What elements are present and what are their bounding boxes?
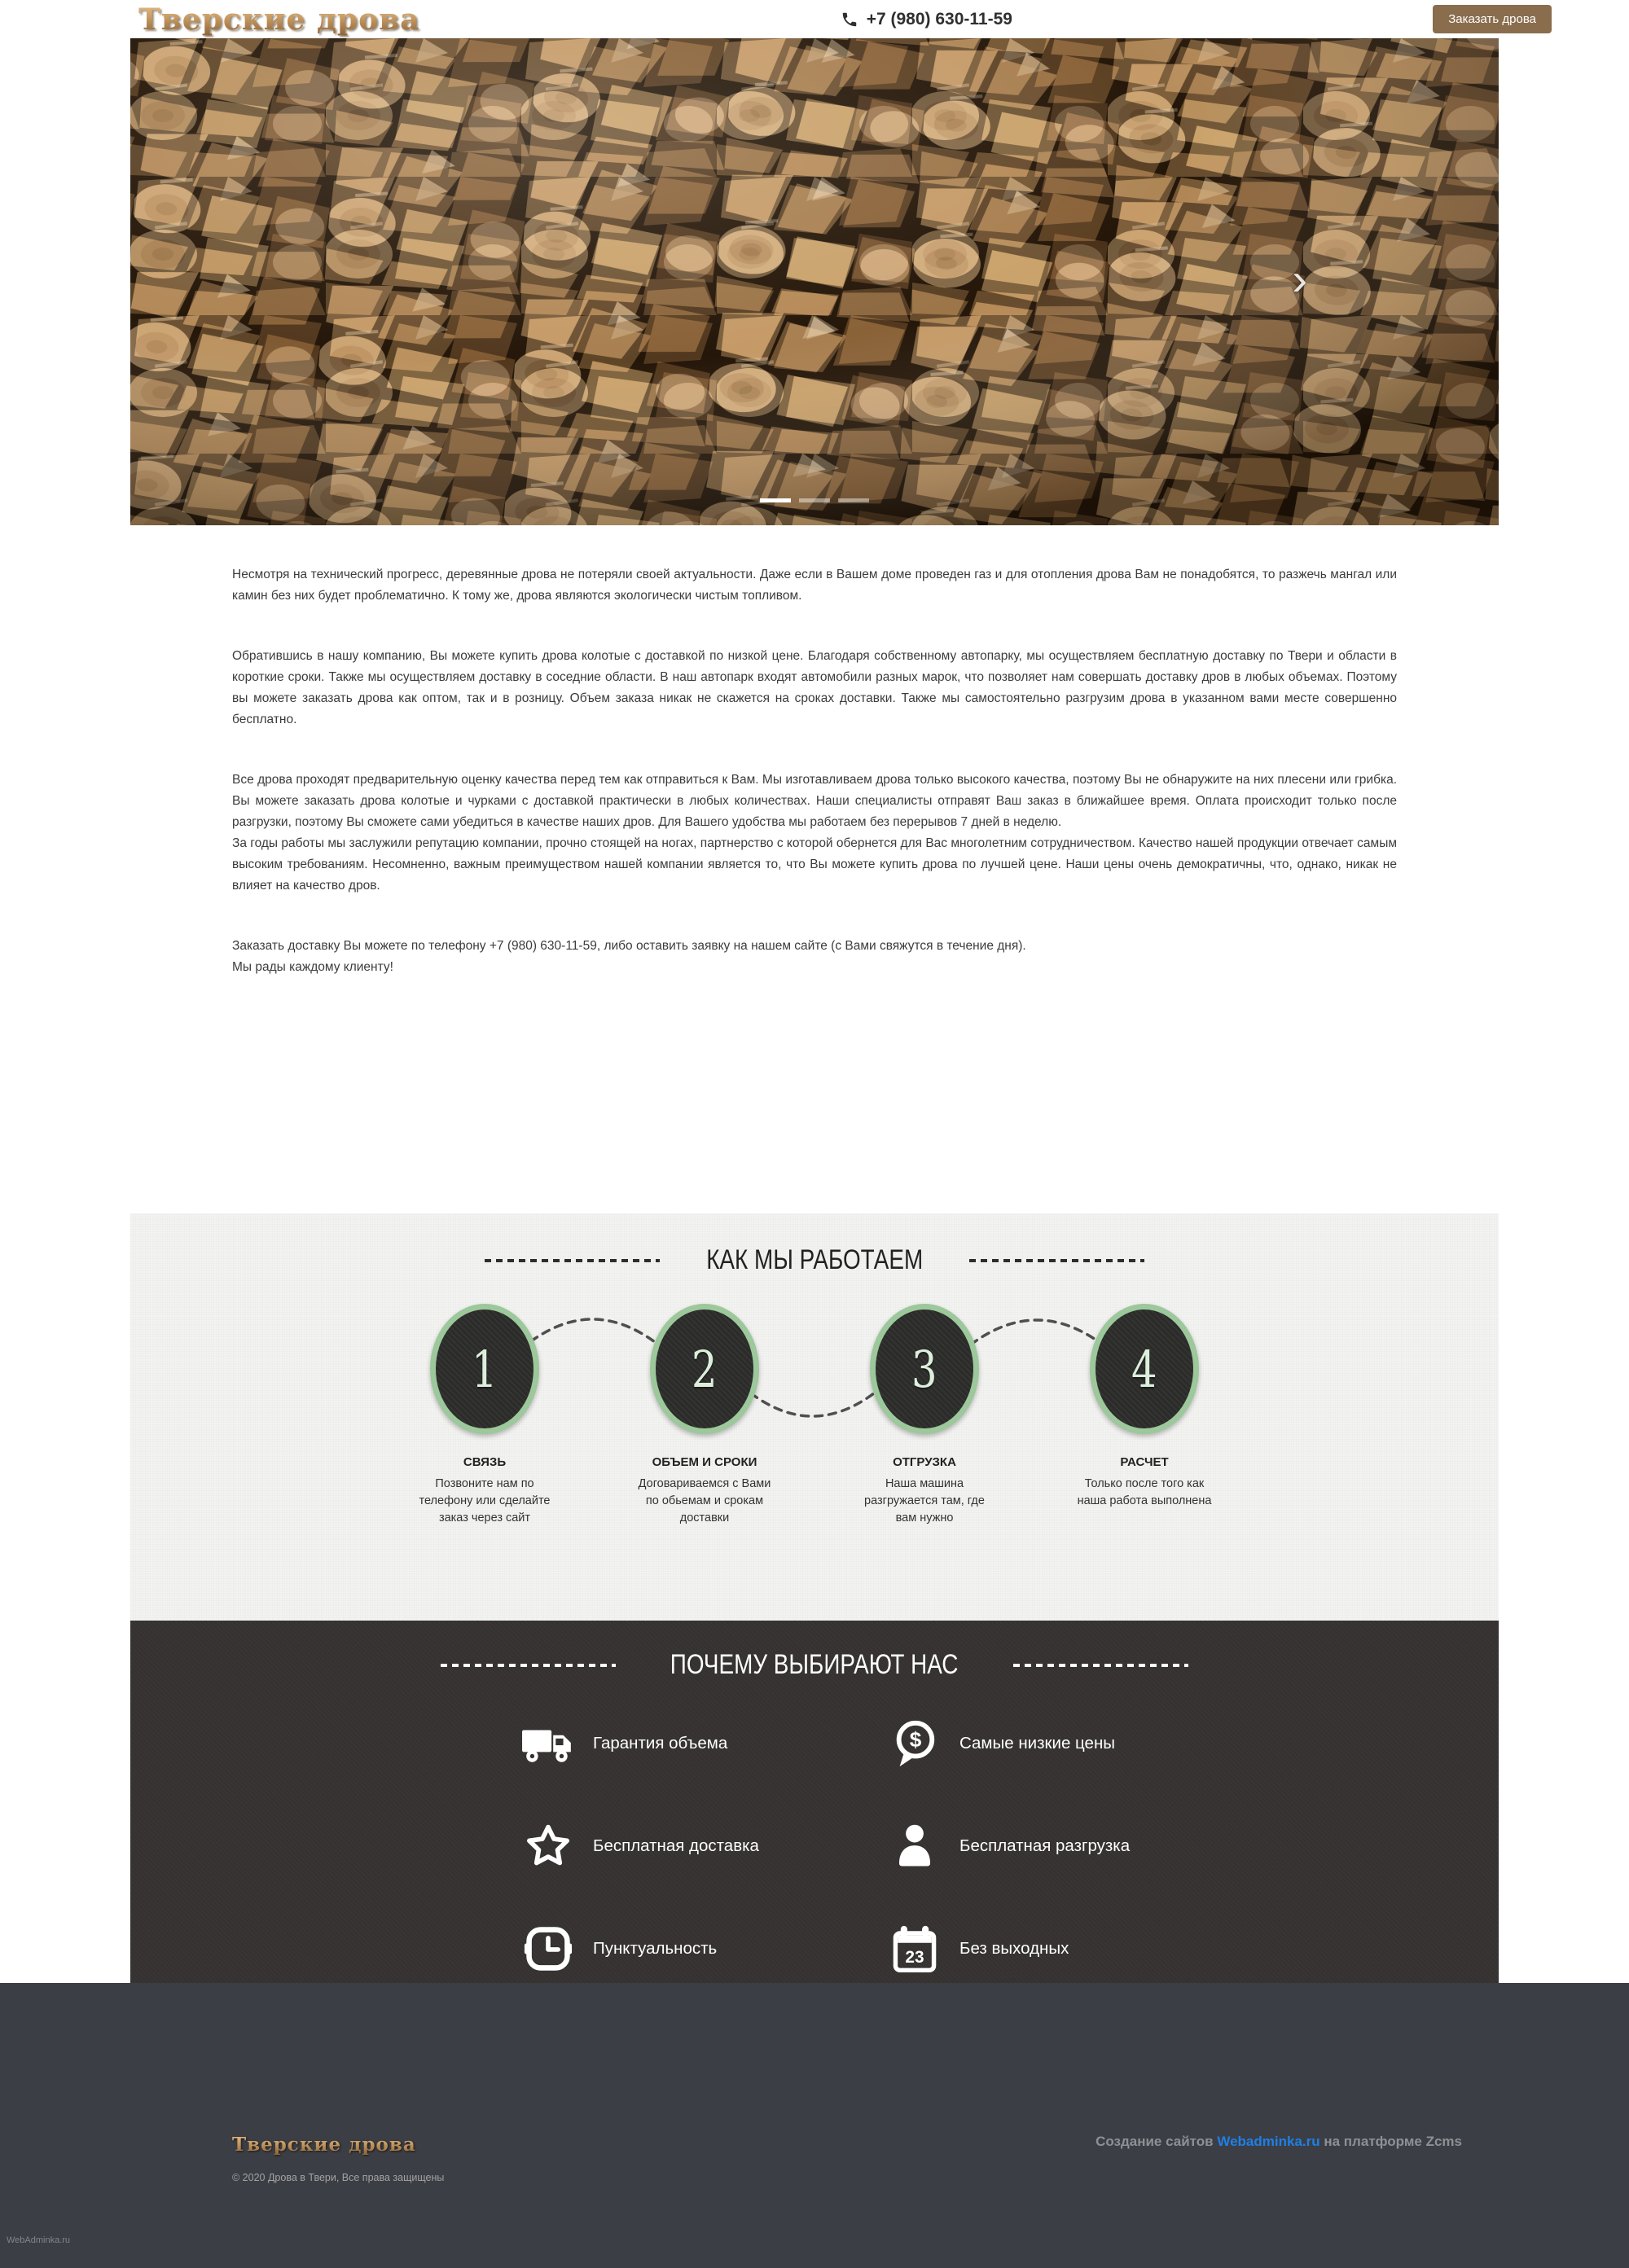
- credits-suffix: на платформе Zcms: [1319, 2134, 1462, 2149]
- intro-paragraph: Заказать доставку Вы можете по телефону +7 (980) 630-11-59, либо оставить заявку на нашем сайте (с Вами свяжутся в течение дня).: [232, 939, 1026, 953]
- step-description: Наша машина разгружается там, где вам нужно: [864, 1477, 985, 1524]
- footer-logo: Тверские дрова: [232, 2134, 444, 2156]
- slide-dot[interactable]: [838, 498, 869, 502]
- feature-item: [521, 1922, 888, 1976]
- hero-carousel: [130, 38, 1499, 525]
- intro-paragraph: Мы рады каждому клиенту!: [232, 960, 393, 974]
- why-choose-us-section: [130, 1621, 1499, 1983]
- step-number: 1: [472, 1339, 498, 1399]
- intro-paragraph: За годы работы мы заслужили репутацию компании, прочно стоящей на ногах, партнерство с которой обернется для Вас многолетним сотрудничеством. Качество нашей продукции отвечает самым высоким требованиям. Несомненно, важным преимуществом нашей компании является то, что Вы можете купить дрова по лучшей цене. Наши цены очень демократичны, что, однако, никак не влияет на качество дров.: [232, 836, 1397, 893]
- phone-number: +7 (980) 630-11-59: [866, 9, 1012, 29]
- carousel-dots: [130, 498, 1499, 502]
- site-header: [0, 0, 1629, 38]
- feature-item: [521, 1717, 888, 1770]
- step-title: ОБЪЕМ И СРОКИ: [652, 1455, 757, 1469]
- step-circle: [650, 1304, 759, 1434]
- title-dash-left: [441, 1664, 616, 1667]
- order-button[interactable]: Заказать дрова: [1433, 5, 1552, 33]
- step-description: Только после того как наша работа выполнена: [1077, 1477, 1212, 1507]
- phone-icon: [841, 11, 858, 29]
- step-title: СВЯЗЬ: [463, 1455, 507, 1469]
- feature-label: Бесплатная доставка: [593, 1836, 759, 1855]
- step-number: 2: [692, 1339, 718, 1399]
- star-icon: [521, 1819, 575, 1873]
- credits-text: [1096, 2134, 1462, 2150]
- step-circle: [870, 1304, 979, 1434]
- step-item: [375, 1304, 595, 1527]
- step-title: ОТГРУЗКА: [893, 1455, 956, 1469]
- svg-text:23: 23: [905, 1948, 924, 1968]
- step-circle: [1090, 1304, 1199, 1434]
- truck-icon: [521, 1717, 575, 1770]
- intro-paragraph: Все дрова проходят предварительную оценку качества перед тем как отправиться к Вам. Мы изготавливаем дрова только высокого качества, поэтому Вы не обнаружите на них плесени или грибка. Вы можете заказать дрова колотые и чурками с доставкой практически в любых количествах. Наши специалисты отправят Ваш заказ в ближайшее время. Оплата происходит только после разгрузки, поэтому Вы сможете сами убедиться в качестве наших дров. Для Вашего удобства мы работаем без перерывов 7 дней в неделю.: [232, 773, 1397, 829]
- step-description: Договариваемся с Вами по обьемам и срокам доставки: [638, 1477, 771, 1524]
- feature-item: [521, 1819, 888, 1873]
- svg-text:$: $: [909, 1726, 922, 1752]
- how-we-work-section: [130, 1213, 1499, 1621]
- intro-text-section: [130, 525, 1499, 1213]
- person-icon: [888, 1819, 942, 1873]
- title-dash-right: [969, 1259, 1144, 1262]
- credits-link[interactable]: Webadminka.ru: [1217, 2134, 1320, 2149]
- carousel-next-button[interactable]: ›: [1292, 253, 1307, 305]
- phone-link[interactable]: [841, 10, 1012, 29]
- why-section-title: ПОЧЕМУ ВЫБИРАЮТ НАС: [670, 1649, 959, 1680]
- feature-label: Пунктуальность: [593, 1939, 718, 1958]
- feature-label: Бесплатная разгрузка: [959, 1836, 1131, 1855]
- watermark: WebAdminka.ru: [7, 2235, 71, 2245]
- step-item: [595, 1304, 814, 1527]
- step-number: 3: [911, 1339, 937, 1399]
- feature-label: Без выходных: [959, 1939, 1069, 1958]
- feature-label: Самые низкие цены: [959, 1734, 1116, 1753]
- step-number: 4: [1131, 1339, 1157, 1399]
- step-item: [1034, 1304, 1254, 1527]
- footer-copyright: © 2020 Дрова в Твери, Все права защищены: [232, 2172, 445, 2183]
- feature-item: [888, 1717, 1254, 1770]
- site-footer: [0, 1983, 1629, 2268]
- feature-label: Гарантия объема: [593, 1734, 728, 1753]
- clock-icon: [521, 1922, 575, 1976]
- step-circle: [430, 1304, 539, 1434]
- header-logo[interactable]: Тверские дрова: [138, 2, 420, 37]
- how-section-title: КАК МЫ РАБОТАЕМ: [705, 1244, 923, 1275]
- feature-item: [888, 1819, 1254, 1873]
- credits-prefix: Создание сайтов: [1096, 2134, 1218, 2149]
- steps-row: [375, 1304, 1254, 1527]
- dollar-bubble-icon: [888, 1717, 942, 1770]
- slide-dot[interactable]: [799, 498, 830, 502]
- feature-item: [888, 1922, 1254, 1976]
- intro-paragraph: Обратившись в нашу компанию, Вы можете купить дрова колотые с доставкой по низкой цене. Благодаря собственному автопарку, мы осуществляем бесплатную доставку по Твери и области в короткие сроки. Также мы осуществляем доставку в соседние области. В наш автопарк входят автомобили разных марок, что позволяет нам совершать доставку дров в любых объемах. Поэтому вы можете заказать дрова как оптом, так и в розницу. Объем заказа никак не скажется на сроках доставки. Также мы самостоятельно разгрузим дрова в указанном вами месте совершенно бесплатно.: [232, 649, 1397, 726]
- slide-dot[interactable]: [760, 498, 791, 502]
- features-grid: [521, 1717, 1254, 1976]
- intro-paragraph: Несмотря на технический прогресс, деревянные дрова не потеряли своей актуальности. Даже если в Вашем доме проведен газ и для отопления дрова Вам не понадобятся, то разжечь мангал или камин без них будет проблематично. К тому же, дрова являются экологически чистым топливом.: [232, 568, 1397, 603]
- calendar-icon: [888, 1922, 942, 1976]
- step-item: [814, 1304, 1034, 1527]
- title-dash-left: [485, 1259, 660, 1262]
- title-dash-right: [1013, 1664, 1188, 1667]
- step-title: РАСЧЕТ: [1120, 1455, 1169, 1469]
- footer-left: [232, 2134, 444, 2183]
- step-description: Позвоните нам по телефону или сделайте заказ через сайт: [419, 1477, 551, 1524]
